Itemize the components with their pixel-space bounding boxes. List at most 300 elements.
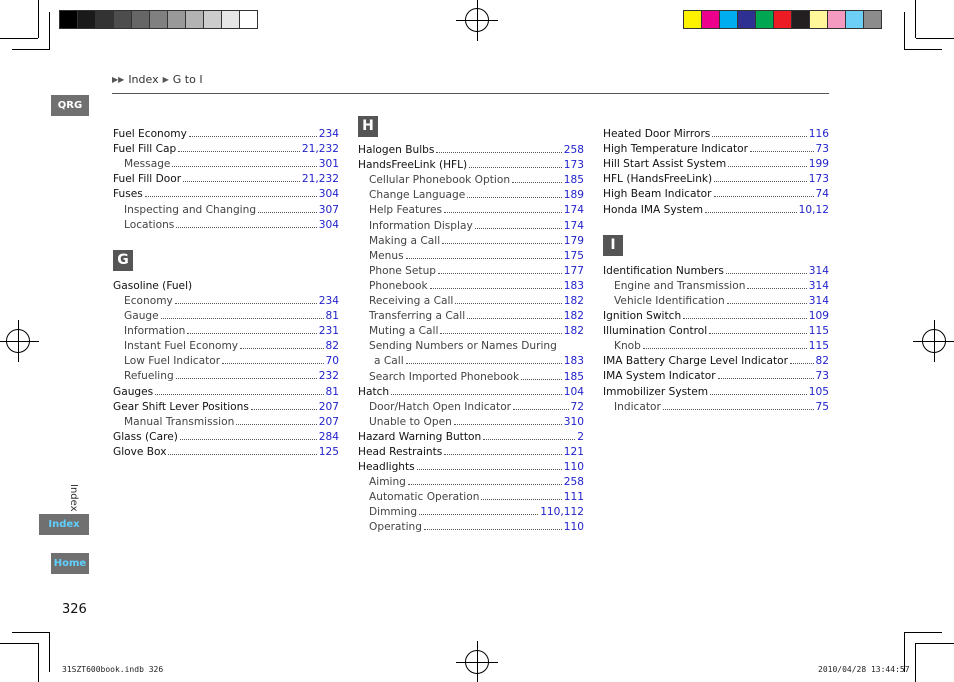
index-entry[interactable]: [603, 337, 829, 352]
index-entry[interactable]: [358, 473, 584, 488]
dot-leader: [168, 454, 316, 455]
section-letter-h: H: [358, 116, 378, 137]
crop-mark: [904, 12, 905, 50]
index-list: [603, 125, 829, 216]
dot-leader: [790, 363, 814, 364]
dot-leader: [180, 439, 317, 440]
dot-leader: [189, 136, 317, 137]
section-letter-g: G: [113, 250, 133, 271]
dot-leader: [643, 348, 807, 349]
index-entry[interactable]: [113, 307, 339, 322]
dot-leader: [663, 409, 814, 410]
index-entry-term: Search Imported Phonebook: [369, 370, 520, 383]
dot-leader: [417, 469, 562, 470]
index-entry[interactable]: [603, 140, 829, 155]
index-entry-term: Aiming: [369, 476, 406, 489]
footer-timestamp: 2010/04/28 13:44:57: [818, 665, 910, 674]
page-link[interactable]: 173: [808, 173, 829, 186]
page-link[interactable]: 310: [563, 415, 584, 428]
index-entry[interactable]: [113, 382, 339, 397]
breadcrumb-index[interactable]: Index: [128, 73, 159, 86]
index-entry-term: Fuel Economy: [113, 128, 187, 141]
index-entry-term: Help Features: [369, 204, 443, 217]
color-swatch: [863, 10, 882, 29]
index-entry-term: IMA System Indicator: [603, 370, 716, 383]
page-link[interactable]: 70: [325, 355, 339, 368]
index-entry-term: High Beam Indicator: [603, 188, 712, 201]
dot-leader: [714, 181, 807, 182]
dot-leader: [406, 258, 562, 259]
index-entry-term: Message: [124, 158, 171, 171]
dot-leader: [710, 394, 807, 395]
color-swatch: [131, 10, 150, 29]
dot-leader: [521, 379, 562, 380]
dot-leader: [419, 514, 538, 515]
page-link[interactable]: 175: [563, 249, 584, 262]
dot-leader: [436, 152, 561, 153]
index-entry[interactable]: [113, 140, 339, 155]
index-list: [358, 141, 584, 533]
dot-leader: [469, 167, 562, 168]
arrow-icon: ▶: [162, 75, 169, 84]
dot-leader: [475, 228, 562, 229]
crop-mark: [0, 643, 38, 644]
index-entry[interactable]: [603, 155, 829, 170]
dot-leader: [718, 378, 814, 379]
index-entry[interactable]: [603, 200, 829, 215]
dot-leader: [512, 182, 562, 183]
index-entry[interactable]: [358, 383, 584, 398]
page-link[interactable]: 207: [318, 415, 339, 428]
dot-leader: [408, 484, 562, 485]
index-entry-term: Gasoline (Fuel): [113, 279, 193, 292]
dot-leader: [155, 394, 323, 395]
page-link[interactable]: 174: [563, 219, 584, 232]
color-swatch: [719, 10, 738, 29]
color-swatch: [827, 10, 846, 29]
page-link[interactable]: 314: [808, 264, 829, 277]
color-swatch: [701, 10, 720, 29]
index-entry-term: Head Restraints: [358, 445, 443, 458]
index-entry[interactable]: [358, 443, 584, 458]
page-link[interactable]: 183: [563, 355, 584, 368]
page-link[interactable]: 304: [318, 188, 339, 201]
page-link[interactable]: 81: [325, 385, 339, 398]
dot-leader: [709, 333, 807, 334]
index-entry[interactable]: [358, 247, 584, 262]
index-entry[interactable]: [603, 398, 829, 413]
index-entry[interactable]: [358, 458, 584, 473]
page-link[interactable]: 258: [563, 144, 584, 157]
page-link[interactable]: 185: [563, 174, 584, 187]
dot-leader: [728, 166, 807, 167]
dot-leader: [175, 303, 317, 304]
dot-leader: [430, 288, 562, 289]
index-entry-term: Hill Start Assist System: [603, 158, 727, 171]
index-list: [603, 262, 829, 413]
index-entry[interactable]: [358, 428, 584, 443]
page-link[interactable]: 189: [563, 189, 584, 202]
color-swatch: [167, 10, 186, 29]
dot-leader: [145, 196, 317, 197]
dot-leader: [442, 243, 562, 244]
registration-mark-top: [465, 8, 489, 32]
dot-leader: [240, 348, 323, 349]
color-swatch: [221, 10, 240, 29]
dot-leader: [747, 288, 806, 289]
page-link[interactable]: 232: [318, 370, 339, 383]
index-entry[interactable]: [113, 398, 339, 413]
index-column-2: [358, 113, 584, 533]
index-entry-term: Heated Door Mirrors: [603, 128, 711, 141]
index-tab[interactable]: Index: [39, 514, 89, 535]
dot-leader: [178, 151, 300, 152]
registration-mark-left: [6, 329, 30, 353]
index-entry-term: Making a Call: [369, 234, 441, 247]
index-entry[interactable]: [113, 443, 339, 458]
index-column-3: [603, 125, 829, 413]
dot-leader: [481, 499, 561, 500]
page-number: 326: [62, 602, 87, 617]
index-entry[interactable]: [113, 125, 339, 140]
index-entry[interactable]: [113, 337, 339, 352]
index-entry-term: Phonebook: [369, 279, 428, 292]
page-link[interactable]: 179: [563, 234, 584, 247]
index-entry[interactable]: [358, 292, 584, 307]
page-link[interactable]: 234: [318, 294, 339, 307]
home-tab[interactable]: Home: [51, 553, 89, 574]
page-link[interactable]: 110: [563, 521, 584, 534]
index-entry-term: Halogen Bulbs: [358, 144, 435, 157]
page-link[interactable]: 173: [563, 159, 584, 172]
index-entry[interactable]: [603, 367, 829, 382]
index-entry[interactable]: [603, 307, 829, 322]
page-link[interactable]: 314: [808, 294, 829, 307]
color-swatch: [755, 10, 774, 29]
index-entry-term: Locations: [124, 218, 175, 231]
index-entry-term: Ignition Switch: [603, 310, 682, 323]
index-entry-term: HandsFreeLink (HFL): [358, 159, 468, 172]
index-entry[interactable]: [603, 382, 829, 397]
page-link[interactable]: 74: [815, 188, 829, 201]
color-swatch: [683, 10, 702, 29]
index-entry[interactable]: [113, 413, 339, 428]
index-entry-term: Gauge: [124, 310, 159, 323]
color-bar: [683, 10, 881, 29]
page-link[interactable]: 72: [570, 400, 584, 413]
index-entry[interactable]: [603, 185, 829, 200]
page-link[interactable]: 104: [563, 385, 584, 398]
dot-leader: [750, 151, 814, 152]
index-entry-term: Cellular Phonebook Option: [369, 174, 511, 187]
index-entry: [358, 337, 584, 352]
page-link[interactable]: 301: [318, 158, 339, 171]
page-link[interactable]: 183: [563, 279, 584, 292]
page-link[interactable]: 73: [815, 370, 829, 383]
qrg-tab[interactable]: QRG: [51, 95, 89, 116]
page-link[interactable]: 182: [563, 295, 584, 308]
index-entry[interactable]: [113, 428, 339, 443]
index-entry-term: Immobilizer System: [603, 385, 709, 398]
index-entry[interactable]: [603, 322, 829, 337]
color-swatch: [149, 10, 168, 29]
dot-leader: [483, 439, 575, 440]
color-swatch: [113, 10, 132, 29]
index-entry[interactable]: [358, 503, 584, 518]
index-entry[interactable]: [603, 352, 829, 367]
index-entry[interactable]: [358, 413, 584, 428]
page-link[interactable]: 115: [808, 340, 829, 353]
page-link[interactable]: 121: [563, 445, 584, 458]
index-entry-term: Dimming: [369, 506, 418, 519]
crop-mark: [916, 38, 954, 39]
index-entry[interactable]: [113, 352, 339, 367]
page-link[interactable]: 21,232: [301, 143, 339, 156]
index-entry[interactable]: [358, 352, 584, 367]
index-entry[interactable]: [358, 367, 584, 382]
index-entry-term: Vehicle Identification: [614, 294, 725, 307]
index-entry-term: High Temperature Indicator: [603, 143, 749, 156]
dot-leader: [727, 303, 807, 304]
page-link[interactable]: 177: [563, 264, 584, 277]
footer-file: 31SZT600book.indb 326: [62, 665, 164, 674]
crop-mark: [49, 12, 50, 50]
index-column-1: [113, 125, 339, 458]
index-entry-term: Change Language: [369, 189, 466, 202]
page-link[interactable]: 75: [815, 400, 829, 413]
color-swatch: [737, 10, 756, 29]
index-entry[interactable]: [113, 367, 339, 382]
page-link[interactable]: 109: [808, 310, 829, 323]
index-entry[interactable]: [358, 186, 584, 201]
dot-leader: [183, 181, 300, 182]
index-entry-term: Transferring a Call: [369, 310, 466, 323]
dot-leader: [222, 363, 323, 364]
crop-mark: [38, 0, 39, 38]
index-entry-term: Receiving a Call: [369, 295, 454, 308]
index-list: [113, 125, 339, 231]
page-link[interactable]: 115: [808, 325, 829, 338]
index-entry-term: Muting a Call: [369, 325, 439, 338]
header-rule: [112, 93, 829, 94]
index-entry[interactable]: [358, 307, 584, 322]
index-entry[interactable]: [358, 232, 584, 247]
color-swatch: [203, 10, 222, 29]
crop-mark: [915, 0, 916, 38]
dot-leader: [187, 333, 316, 334]
color-swatch: [95, 10, 114, 29]
index-entry-term: Door/Hatch Open Indicator: [369, 400, 512, 413]
page-link[interactable]: 21,232: [301, 173, 339, 186]
crop-mark: [904, 49, 942, 50]
dot-leader: [444, 454, 561, 455]
crop-mark: [916, 643, 954, 644]
section-letter-i: I: [603, 235, 623, 256]
index-entry-term: Refueling: [124, 370, 174, 383]
index-entry-term: Manual Transmission: [124, 415, 235, 428]
page-link[interactable]: 110: [563, 461, 584, 474]
dot-leader: [705, 212, 797, 213]
side-index-label: Index: [68, 484, 79, 512]
dot-leader: [172, 166, 316, 167]
index-entry[interactable]: [358, 277, 584, 292]
page-link[interactable]: 185: [563, 370, 584, 383]
color-swatch: [845, 10, 864, 29]
index-entry[interactable]: [358, 398, 584, 413]
index-entry[interactable]: [603, 125, 829, 140]
page-link[interactable]: 314: [808, 279, 829, 292]
index-entry[interactable]: [603, 262, 829, 277]
dot-leader: [467, 197, 562, 198]
page-link[interactable]: 307: [318, 203, 339, 216]
color-swatch: [773, 10, 792, 29]
spacer: [603, 216, 829, 231]
index-entry-term: Inspecting and Changing: [124, 203, 257, 216]
index-entry[interactable]: [603, 170, 829, 185]
dot-leader: [467, 318, 562, 319]
index-entry[interactable]: [603, 277, 829, 292]
index-entry[interactable]: [113, 292, 339, 307]
index-entry[interactable]: [358, 262, 584, 277]
dot-leader: [455, 303, 561, 304]
page-link[interactable]: 258: [563, 476, 584, 489]
page-link[interactable]: 110,112: [540, 506, 584, 519]
crop-mark: [915, 643, 916, 682]
index-entry-term: Instant Fuel Economy: [124, 340, 239, 353]
dot-leader: [391, 394, 562, 395]
page-link[interactable]: 111: [563, 491, 584, 504]
index-entry-term: HFL (HandsFreeLink): [603, 173, 713, 186]
arrow-icon: ▶▶: [112, 75, 125, 84]
page-link[interactable]: 125: [318, 445, 339, 458]
color-swatch: [791, 10, 810, 29]
dot-leader: [726, 273, 807, 274]
page-link[interactable]: 199: [808, 158, 829, 171]
index-entry-term: Engine and Transmission: [614, 279, 746, 292]
page-link[interactable]: 207: [318, 400, 339, 413]
index-entry[interactable]: [113, 185, 339, 200]
index-entry: [113, 277, 339, 292]
page-link[interactable]: 284: [318, 430, 339, 443]
color-swatch: [185, 10, 204, 29]
index-entry-term: Fuel Fill Cap: [113, 143, 177, 156]
index-entry[interactable]: [358, 201, 584, 216]
dot-leader: [513, 409, 568, 410]
page-link[interactable]: 105: [808, 385, 829, 398]
registration-mark-bottom: [465, 650, 489, 674]
dot-leader: [424, 529, 562, 530]
index-entry-term: Headlights: [358, 461, 415, 474]
dot-leader: [683, 318, 807, 319]
dot-leader: [176, 378, 317, 379]
page-link[interactable]: 116: [808, 128, 829, 141]
index-entry-term: Information: [124, 325, 186, 338]
dot-leader: [438, 273, 562, 274]
index-entry-term: Economy: [124, 294, 173, 307]
breadcrumb: [112, 73, 203, 86]
page-link[interactable]: 81: [325, 310, 339, 323]
index-entry[interactable]: [358, 216, 584, 231]
color-swatch: [239, 10, 258, 29]
breadcrumb-section: G to I: [172, 73, 203, 86]
page-link[interactable]: 73: [815, 143, 829, 156]
page-link[interactable]: 2: [577, 430, 584, 443]
index-entry[interactable]: [358, 141, 584, 156]
page-link[interactable]: 82: [325, 340, 339, 353]
index-entry-term: Indicator: [614, 400, 661, 413]
spacer: [113, 231, 339, 246]
index-entry[interactable]: [358, 518, 584, 533]
index-entry-term: Operating: [369, 521, 422, 534]
index-entry[interactable]: [603, 292, 829, 307]
page-link[interactable]: 10,12: [798, 203, 829, 216]
dot-leader: [712, 136, 806, 137]
color-swatch: [77, 10, 96, 29]
crop-mark: [49, 632, 50, 672]
dot-leader: [444, 212, 562, 213]
index-entry[interactable]: [358, 322, 584, 337]
dot-leader: [176, 227, 316, 228]
index-entry[interactable]: [358, 488, 584, 503]
index-entry[interactable]: [358, 171, 584, 186]
index-entry[interactable]: [113, 155, 339, 170]
index-entry-term: Information Display: [369, 219, 473, 232]
index-entry-term: Low Fuel Indicator: [124, 355, 221, 368]
page-link[interactable]: 182: [563, 325, 584, 338]
dot-leader: [714, 196, 814, 197]
dot-leader: [258, 212, 317, 213]
dot-leader: [440, 333, 561, 334]
crop-mark: [12, 49, 50, 50]
index-entry[interactable]: [113, 200, 339, 215]
index-entry-term: Hatch: [358, 385, 390, 398]
index-entry[interactable]: [113, 170, 339, 185]
index-entry-term: Gear Shift Lever Positions: [113, 400, 249, 413]
index-entry-term: Glove Box: [113, 445, 167, 458]
index-entry-term: Gauges: [113, 385, 154, 398]
index-entry-term: Fuses: [113, 188, 143, 201]
page-link[interactable]: 234: [318, 128, 339, 141]
index-entry-term: Knob: [614, 340, 641, 353]
index-entry-term: Glass (Care): [113, 430, 178, 443]
index-entry-term: Hazard Warning Button: [358, 430, 482, 443]
index-entry-term: a Call: [374, 355, 404, 368]
page-link[interactable]: 182: [563, 310, 584, 323]
page-link[interactable]: 174: [563, 204, 584, 217]
page-link[interactable]: 82: [815, 355, 829, 368]
page-link[interactable]: 231: [318, 325, 339, 338]
index-entry-term: IMA Battery Charge Level Indicator: [603, 355, 788, 368]
crop-mark: [904, 632, 942, 633]
index-entry-term: Unable to Open: [369, 415, 452, 428]
index-entry-term: Honda IMA System: [603, 203, 704, 216]
crop-mark: [0, 38, 38, 39]
dot-leader: [161, 318, 324, 319]
index-entry-term: Phone Setup: [369, 264, 437, 277]
page-link[interactable]: 304: [318, 218, 339, 231]
color-swatch: [59, 10, 78, 29]
index-entry[interactable]: [358, 156, 584, 171]
color-swatch: [809, 10, 828, 29]
index-entry-term: Menus: [369, 249, 404, 262]
gray-color-bar: [59, 10, 257, 29]
index-entry[interactable]: [113, 322, 339, 337]
registration-mark-right: [922, 329, 946, 353]
index-entry[interactable]: [113, 216, 339, 231]
index-entry-term: Fuel Fill Door: [113, 173, 182, 186]
index-entry-term: Illumination Control: [603, 325, 708, 338]
index-entry-term: Identification Numbers: [603, 264, 724, 277]
